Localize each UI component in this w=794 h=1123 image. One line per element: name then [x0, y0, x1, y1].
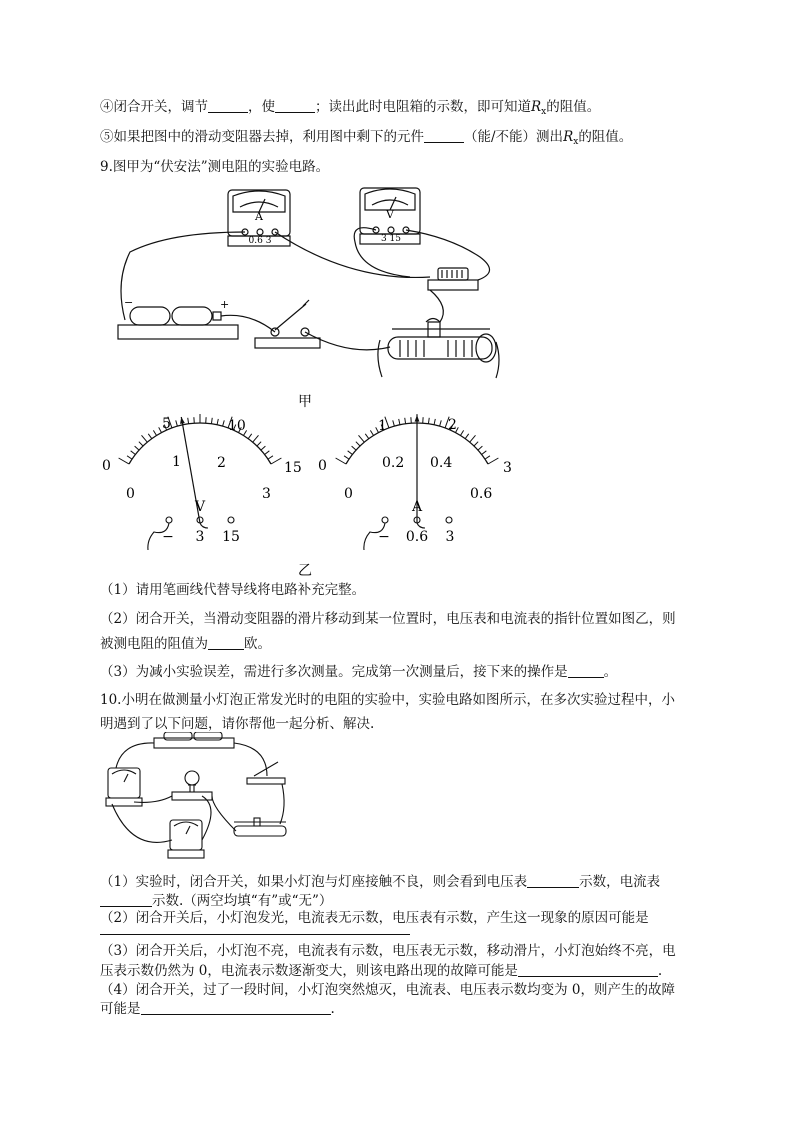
- ammeter-dial-tick: [393, 420, 395, 426]
- bulb-circuit-wires: [112, 743, 284, 842]
- a-inner-tick-0-4: 0.4: [430, 455, 453, 471]
- ammeter-dial-tick: [336, 458, 346, 464]
- a-inner-tick-0: 0: [344, 486, 353, 502]
- ammeter-dial-tick: [428, 418, 429, 424]
- v-inner-tick-2: 2: [217, 455, 226, 471]
- q10-part2: （2）闭合开关后，小灯泡发光，电流表无示数，电压表有示数，产生这一现象的原因可能是: [100, 910, 649, 926]
- switch-device: [255, 300, 320, 348]
- ammeter-dial-tick: [440, 420, 442, 426]
- q10-part1-line1: [100, 872, 660, 892]
- q8-step5-text-a: ⑤如果把图中的滑动变阻器去掉，利用图中剩下的元件: [100, 129, 424, 145]
- a-inner-tick-0-2: 0.2: [382, 455, 405, 471]
- answer-blank-resistance[interactable]: [208, 635, 244, 650]
- q9-part2-text: 被测电阻的阻值为: [100, 636, 208, 652]
- sliding-rheostat: [378, 319, 499, 379]
- answer-blank-q10-part4[interactable]: [141, 1000, 331, 1015]
- q8-step4-text-b: ，使: [248, 99, 275, 115]
- ammeter-dial-tick: [405, 418, 406, 424]
- a-terminal-minus: −: [378, 529, 390, 545]
- ammeter-dial-tick: [348, 451, 353, 455]
- voltmeter-dial-tick: [142, 435, 148, 442]
- voltmeter-dial-letter: V: [194, 499, 206, 515]
- voltmeter-letter: V: [386, 208, 394, 221]
- voltmeter-dial-terminals: [148, 517, 234, 550]
- q10-part1-text-a: （1）实验时，闭合开关，如果小灯泡与灯座接触不良，则会看到电压表: [100, 874, 528, 890]
- battery-pack: [118, 307, 238, 339]
- ammeter-dial-letter: A: [411, 499, 423, 515]
- voltmeter-dial-tick: [271, 458, 281, 464]
- q8-step4-text-a: ④闭合开关，调节: [100, 99, 208, 115]
- figure-caption-yi: 乙: [298, 563, 312, 579]
- voltmeter-dial-tick: [257, 442, 261, 446]
- ammeter-small: [106, 768, 142, 806]
- v-outer-tick-0: 0: [102, 458, 111, 474]
- battery-minus-label: −: [124, 296, 134, 309]
- answer-blank-voltmeter[interactable]: [527, 873, 579, 888]
- ammeter-dial-pointer-head: [415, 415, 420, 422]
- rheostat-small: [234, 818, 286, 836]
- answer-blank-q10-part2[interactable]: [100, 922, 410, 935]
- v-terminal-minus: −: [162, 529, 174, 545]
- rx-subscript: x: [573, 137, 579, 147]
- q10-part3-line1: （3）闭合开关后，小灯泡不亮，电流表有示数，电压表无示数，移动滑片，小灯泡始终不亮，电: [100, 943, 676, 959]
- q10-part4-text: 可能是: [100, 1001, 141, 1017]
- ammeter-dial-tick: [474, 442, 478, 446]
- q9-part2-unit: 欧。: [244, 636, 271, 652]
- ammeter-dial-tick: [465, 434, 469, 439]
- ammeter-dial-tick: [488, 458, 498, 464]
- circuit-wires: [121, 228, 490, 350]
- answer-blank-4a[interactable]: [208, 98, 248, 113]
- a-outer-tick-1: 1: [378, 418, 387, 434]
- ammeter-dial-tick: [470, 435, 476, 442]
- q10-part4-end: .: [330, 1001, 335, 1017]
- ammeter-dial-tick: [485, 456, 490, 459]
- voltmeter-dial-tick: [135, 446, 139, 450]
- a-terminal-0-6: 0.6: [405, 529, 429, 545]
- v-inner-tick-1: 1: [172, 454, 181, 470]
- answer-blank-5[interactable]: [424, 128, 464, 143]
- voltmeter-small: [168, 820, 204, 858]
- answer-blank-q10-part3[interactable]: [518, 962, 658, 977]
- battery-box: [154, 732, 234, 748]
- ammeter-dial-tick: [356, 442, 360, 446]
- q10-part1-text-b: 示数，电流表: [579, 874, 661, 890]
- v-outer-tick-15: 15: [284, 460, 302, 476]
- q9-part3-end: 。: [603, 664, 618, 680]
- v-terminal-15: 15: [222, 529, 240, 545]
- q8-step4-text-d: 的阻值。: [546, 99, 601, 115]
- voltmeter-dial-tick: [119, 458, 129, 464]
- voltmeter-dial-tick: [265, 451, 270, 455]
- lamp-on-base: [172, 771, 212, 800]
- voltmeter-dial-pointer-head: [180, 417, 185, 424]
- v-inner-tick-3: 3: [262, 486, 271, 502]
- q10-part3-text: 压表示数仍然为 0，电流表示数逐渐变大，则该电路出现的故障可能是: [100, 963, 518, 979]
- ammeter-dial-tick: [370, 430, 373, 435]
- voltmeter-dial-tick: [131, 451, 136, 455]
- q9-part3: [100, 662, 617, 682]
- rx-subscript: x: [541, 107, 547, 117]
- voltmeter-dial-tick: [217, 419, 218, 425]
- rx-symbol: R: [563, 129, 574, 145]
- q10-stem-line2: 明遇到了以下问题，请你帮他一起分析、解决.: [100, 716, 375, 732]
- ammeter-dial-tick: [399, 419, 400, 425]
- v-outer-tick-10: 10: [228, 418, 246, 434]
- meter-dials-yi: [92, 410, 532, 582]
- voltmeter-dial-tick: [223, 420, 225, 426]
- v-outer-tick-5: 5: [162, 416, 171, 432]
- circuit-figure-bulb: [102, 732, 302, 864]
- a-outer-tick-2: 2: [448, 417, 457, 433]
- circuit-figure-jia: [110, 182, 520, 410]
- q10-stem-line1: 10.小明在做测量小灯泡正常发光时的电阻的实验中，实验电路如图所示，在多次实验过程中，小: [100, 692, 675, 708]
- voltmeter-dial-tick: [261, 446, 265, 450]
- battery-plus-label: +: [220, 298, 230, 311]
- ammeter-dial-tick: [365, 434, 369, 439]
- ammeter-dial-tick: [352, 446, 356, 450]
- voltmeter-terminals: 3 15: [380, 234, 402, 244]
- answer-blank-4b[interactable]: [275, 98, 315, 113]
- q10-part4-line2: [100, 999, 335, 1019]
- ammeter-dial-tick: [460, 430, 463, 435]
- voltmeter-dial-tick: [127, 456, 132, 459]
- a-outer-tick-0: 0: [318, 458, 327, 474]
- voltmeter-dial-tick: [139, 442, 143, 446]
- ammeter-dial-tick: [478, 446, 482, 450]
- v-inner-tick-0: 0: [126, 486, 135, 502]
- answer-blank-operation[interactable]: [568, 663, 604, 678]
- rx-symbol: R: [531, 99, 542, 115]
- resistor-on-stand: [428, 268, 478, 290]
- q10-part1-text-c: 示数.（两空均填“有”或“无”）: [152, 893, 333, 909]
- q8-step5: [100, 127, 632, 152]
- q8-step5-text-b: （能/不能）测出: [464, 129, 564, 145]
- voltmeter-dial-tick: [253, 435, 259, 442]
- q9-part1: （1）请用笔画线代替导线将电路补充完整。: [100, 582, 366, 598]
- q9-part2-line2: [100, 634, 271, 654]
- q9-part2-line1: （2）闭合开关，当滑动变阻器的滑片移动到某一位置时，电压表和电流表的指针位置如图乙，则: [100, 611, 676, 627]
- figure-caption-jia: 甲: [298, 394, 312, 410]
- a-inner-tick-0-6: 0.6: [470, 486, 493, 502]
- q9-part3-text: （3）为减小实验误差，需进行多次测量。完成第一次测量后，接下来的操作是: [100, 664, 568, 680]
- ammeter-dial-tick: [434, 419, 435, 425]
- voltmeter-dial-tick: [188, 418, 189, 424]
- q9-stem: 9.图甲为“伏安法”测电阻的实验电路。: [100, 159, 330, 175]
- ammeter-dial-tick: [344, 456, 349, 459]
- voltmeter-dial-tick: [148, 434, 152, 439]
- voltmeter-dial-tick: [248, 434, 252, 439]
- a-terminal-3: 3: [445, 529, 455, 545]
- answer-blank-ammeter[interactable]: [100, 892, 152, 907]
- voltmeter-dial-tick: [268, 456, 273, 459]
- ammeter-dial-tick: [482, 451, 487, 455]
- ammeter-dial-tick: [359, 435, 365, 442]
- ammeter-letter: A: [255, 210, 263, 223]
- q10-part3-line2: [100, 961, 662, 981]
- q8-step5-text-d: 的阻值。: [578, 129, 633, 145]
- q10-part3-end: .: [657, 963, 663, 979]
- ammeter-terminals: 0.6 3: [248, 236, 272, 246]
- voltmeter-dial-tick: [211, 418, 212, 424]
- voltmeter-dial-tick: [176, 420, 178, 426]
- q8-step4-text-c: ；读出此时电阻箱的示数，即可知道: [315, 99, 531, 115]
- q8-step4: [100, 97, 600, 122]
- voltmeter-dial-scale-arc: [129, 423, 271, 464]
- a-outer-tick-3: 3: [503, 460, 512, 476]
- q10-part4-line1: （4）闭合开关，过了一段时间，小灯泡突然熄灭，电流表、电压表示数均变为 0，则产生的故障: [100, 982, 675, 998]
- voltmeter-dial-tick: [153, 430, 156, 435]
- v-terminal-3: 3: [195, 529, 205, 545]
